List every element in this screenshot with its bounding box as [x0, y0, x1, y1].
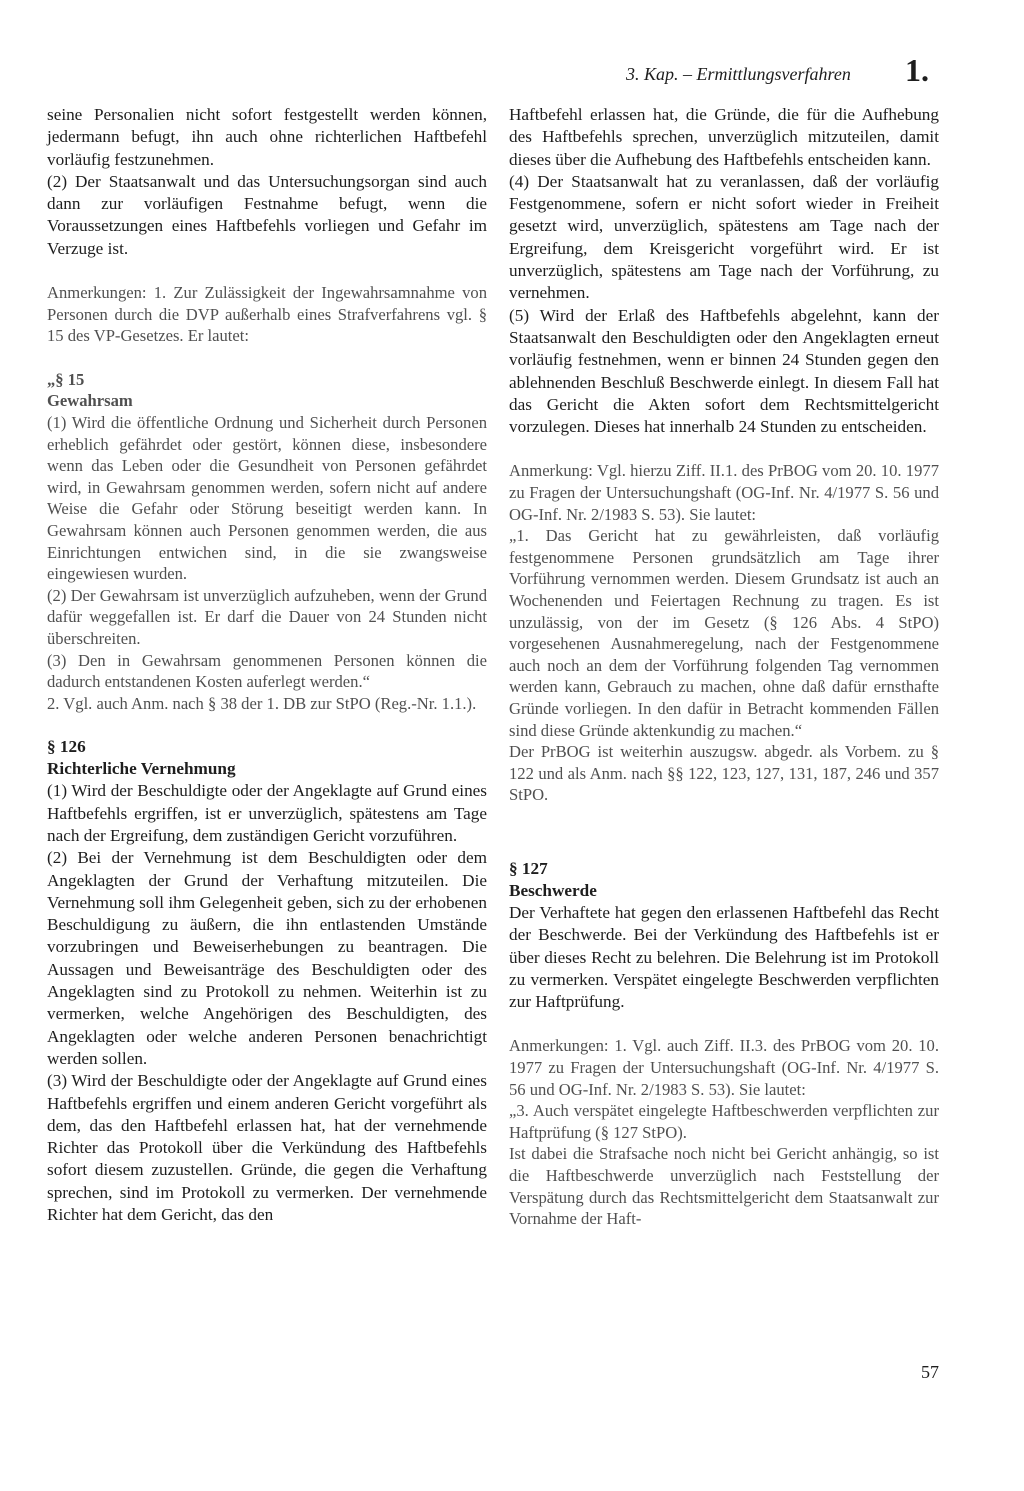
- section-126-number: § 126: [47, 737, 86, 757]
- quoted-paragraph-2: (2) Der Gewahrsam ist unverzüglich aufzuheben, wenn der Grund dafür weggefallen ist. Er darf die Dauer von 24 Stunden nicht überschreiten.: [47, 585, 487, 648]
- note-2: Anmerkungen: 1. Vgl. auch Ziff. II.3. des PrBOG vom 20. 10. 1977 zu Fragen der Untersuchungshaft (OG-Inf. Nr. 4/1977 S. 56 und OG-Inf. Nr. 2/1983 S. 53). Sie lautet:: [509, 1036, 939, 1099]
- running-header: 3. Kap. – Ermittlungsverfahren: [626, 64, 851, 84]
- paragraph-2: (2) Der Staatsanwalt und das Untersuchungsorgan sind auch dann zur vorläufigen Festnahme befugt, wenn die Voraussetzungen eines Haftbefehls vorliegen und Gefahr im Verzuge ist.: [47, 171, 487, 258]
- section-126-paragraph-1: (1) Wird der Beschuldigte oder der Angeklagte auf Grund eines Haftbefehls ergriffen, ist er unverzüglich, spätestens am Tage nach der Ergreifung, dem zuständigen Gericht vorzuführen.: [47, 781, 487, 845]
- page-number: 57: [921, 1362, 939, 1382]
- section-127-number: § 127: [509, 858, 548, 878]
- note-1: Anmerkung: Vgl. hierzu Ziff. II.1. des PrBOG vom 20. 10. 1977 zu Fragen der Untersuchungshaft (OG-Inf. Nr. 4/1977 S. 56 und OG-Inf. Nr. 2/1983 S. 53). Sie lautet:: [509, 461, 939, 524]
- paragraph-5: (5) Wird der Erlaß des Haftbefehls abgelehnt, kann der Staatsanwalt den Beschuldigten oder den Angeklagten erneut vorläufig festnehmen, wenn er binnen 24 Stunden gegen den ablehnenden Beschluß Beschwerde einlegt. In diesem Fall hat das Gericht die Akten sofort dem Rechtsmittelgericht vorzulegen. Dieses hat innerhalb 24 Stunden zu entscheiden.: [509, 305, 939, 437]
- quoted-section-title: Gewahrsam: [47, 391, 133, 411]
- note-1-quote: „1. Das Gericht hat zu gewährleisten, daß vorläufig festgenommene Personen grundsätzlich am Tage ihrer Vorführung vernommen werden. Diesem Grundsatz ist auch an Wochenenden und Feiertagen Rechnung zu tragen. Es ist unzulässig, von der im Gesetz (§ 126 Abs. 4 StPO) vorgesehenen Ausnahmeregelung, nach der Festgenommene auch noch an dem der Vorführung folgenden Tag vernommen werden kann, Gebrauch zu machen, ohne daß dafür ernsthafte Gründe vorliegen. In den dafür in Betracht kommenden Fällen sind diese Gründe aktenkundig zu machen.“: [509, 526, 939, 740]
- section-127-text: Der Verhaftete hat gegen den erlassenen Haftbefehl das Recht der Beschwerde. Bei der Verkündung des Haftbefehls ist er über dieses Recht zu belehren. Die Belehrung ist im Protokoll zu vermerken. Verspätet eingelegte Beschwerden verpflichten zur Haftprüfung.: [509, 902, 939, 1012]
- note-2-quote: „3. Auch verspätet eingelegte Haftbeschwerden verpflichten zur Haftprüfung (§ 127 StPO).: [509, 1101, 939, 1142]
- section-126-paragraph-3: (3) Wird der Beschuldigte oder der Angeklagte auf Grund eines Haftbefehls ergriffen und einem anderen Gericht vorgeführt als dem, das den Haftbefehl erlassen hat, hat der vernehmende Richter das Protokoll über die Verkündung des Haftbefehls sofort diesem zuzustellen. Gründe, die gegen die Verhaftung sprechen, sind im Protokoll zu vermerken. Der vernehmende Richter hat dem Gericht, das den: [47, 1071, 487, 1224]
- chapter-number: 1.: [905, 52, 929, 88]
- note-1-tail: Der PrBOG ist weiterhin auszugsw. abgedr. als Vorbem. zu § 122 und als Anm. nach §§ 122, 123, 127, 131, 187, 246 und 357 StPO.: [509, 742, 939, 805]
- paragraph-4: (4) Der Staatsanwalt hat zu veranlassen, daß der vorläufig Festgenommene, sofern er nicht sofort wieder in Freiheit gesetzt wird, unverzüglich, spätestens am Tage nach der Ergreifung, dem Kreisgericht vorgeführt wird. Er ist unverzüglich, spätestens am Tage nach der Vorführung, zu vernehmen.: [509, 171, 939, 303]
- section-126-paragraph-2: (2) Bei der Vernehmung ist dem Beschuldigten oder dem Angeklagten der Grund der Verhaftung mitzuteilen. Die Vernehmung soll ihm Gelegenheit geben, sich zu der erhobenen Beschuldigung zu äußern, die ihn entlastenden Umstände vorzubringen und Beweiserhebungen zu beantragen. Die Aussagen und Beweisanträge des Beschuldigten oder des Angeklagten sind zu Protokoll zu nehmen. Weiterhin ist zu vermerken, welche Angehörigen des Beschuldigten, des Angeklagten oder welche anderen Personen benachrichtigt werden sollen.: [47, 848, 487, 1068]
- right-column: [509, 104, 939, 1230]
- quoted-paragraph-1: (1) Wird die öffentliche Ordnung und Sicherheit durch Personen erheblich gefährdet oder gestört, können diese, insbesondere wenn das Leben oder die Gesundheit von Personen gefährdet wird, in Gewahrsam genommen werden, sofern nicht auf andere Weise die Gefahr oder Störung beseitigt werden kann. In Gewahrsam können auch Personen genommen werden, die aus Einrichtungen entwichen sind, in die sie zwangsweise eingewiesen wurden.: [47, 413, 487, 584]
- note-2-tail: Ist dabei die Strafsache noch nicht bei Gericht anhängig, so ist die Haftbeschwerde unverzüglich nach Feststellung der Verspätung durch das Rechtsmittelgericht dem Staatsanwalt zur Vornahme der Haft-: [509, 1144, 939, 1229]
- quoted-section-number: „§ 15: [47, 369, 85, 389]
- note-1: Anmerkungen: 1. Zur Zulässigkeit der Ingewahrsamnahme von Personen durch die DVP außerhalb eines Strafverfahrens vgl. § 15 des VP-Gesetzes. Er lautet:: [47, 283, 487, 346]
- note-2: 2. Vgl. auch Anm. nach § 38 der 1. DB zur StPO (Reg.-Nr. 1.1.).: [47, 693, 477, 713]
- quoted-paragraph-3: (3) Den in Gewahrsam genommenen Personen können die dadurch entstandenen Kosten auferlegt werden.“: [47, 650, 487, 692]
- section-127-title: Beschwerde: [509, 880, 597, 900]
- left-column: [47, 104, 487, 1226]
- paragraph-continued: Haftbefehl erlassen hat, die Gründe, die für die Aufhebung des Haftbefehls sprechen, unverzüglich mitzuteilen, damit dieses über die Aufhebung des Haftbefehls entscheiden kann.: [509, 105, 939, 169]
- section-126-title: Richterliche Vernehmung: [47, 759, 236, 779]
- paragraph-continued: seine Personalien nicht sofort festgestellt werden können, jedermann befugt, ihn auch ohne richterlichen Haftbefehl vorläufig festzunehmen.: [47, 105, 487, 169]
